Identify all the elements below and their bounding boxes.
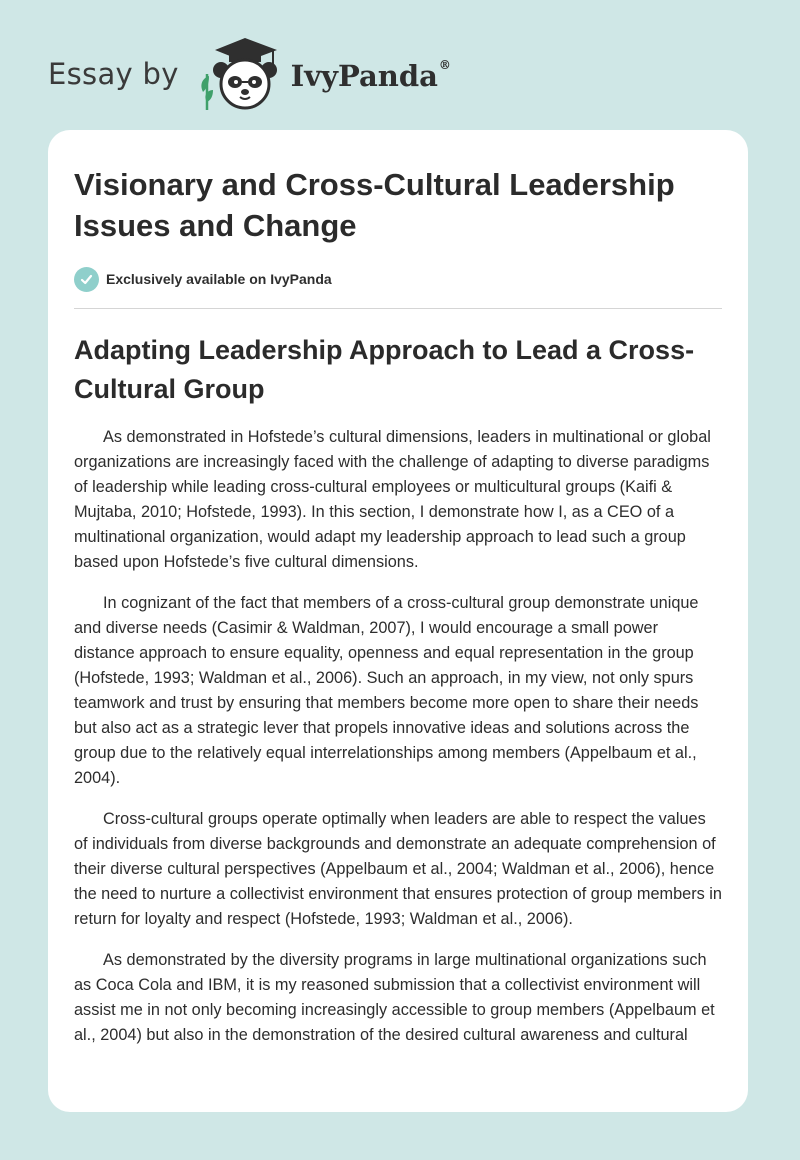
exclusive-badge-text: Exclusively available on IvyPanda <box>106 271 332 287</box>
check-icon <box>74 267 99 292</box>
brand-name-text: IvyPanda <box>290 59 438 93</box>
paragraph-4: As demonstrated by the diversity programs in large multinational organizations such as Coca Cola and IBM, it is my reasoned submission that a collectivist environment will assist me in not only becoming increasingly accessible to group members (Appelbaum et al., 2004) but also in the demonstration of the desired cultural awareness and cultural <box>74 951 715 1044</box>
essay-card <box>48 130 748 1112</box>
paragraph-3: Cross-cultural groups operate optimally when leaders are able to respect the values of individuals from diverse backgrounds and demonstrate an adequate comprehension of their diverse cultural perspectives (Appelbaum et al., 2004; Waldman et al., 2006), hence the need to nurture a collectivist environment that ensures protection of group members in return for loyalty and respect (Hofstede, 1993; Waldman et al., 2006). <box>74 810 722 928</box>
section-heading: Adapting Leadership Approach to Lead a Cross-Cultural Group <box>74 335 695 404</box>
site-header <box>48 34 451 114</box>
trademark-symbol: ® <box>438 58 451 73</box>
essay-content <box>74 164 722 1048</box>
brand-name <box>291 59 451 93</box>
divider <box>74 308 722 309</box>
brand-prefix: Essay by <box>48 57 179 91</box>
exclusive-badge <box>74 264 722 294</box>
paragraph-1: As demonstrated in Hofstede’s cultural dimensions, leaders in multinational or global organizations are increasingly faced with the challenge of adapting to diverse paradigms of leadership while leading cross-cultural employees or multicultural groups (Kaifi & Mujtaba, 2010; Hofstede, 1993). In this section, I demonstrate how I, as a CEO of a multinational organization, would adapt my leadership approach to lead such a group based upon Hofstede’s five cultural dimensions. <box>74 428 711 571</box>
paragraph-2: In cognizant of the fact that members of a cross-cultural group demonstrate unique and diverse needs (Casimir & Waldman, 2007), I would encourage a small power distance approach to ensure equality, openness and equal representation in the group (Hofstede, 1993; Waldman et al., 2006). Such an approach, in my view, not only spurs teamwork and trust by ensuring that members become more open to share their needs but also act as a strategic lever that propels innovative ideas and solutions across the group due to the relatively equal interrelationships among members (Appelbaum et al., 2004). <box>74 594 699 787</box>
panda-graduate-icon[interactable] <box>195 34 287 114</box>
essay-title: Visionary and Cross-Cultural Leadership Issues and Change <box>74 167 675 243</box>
